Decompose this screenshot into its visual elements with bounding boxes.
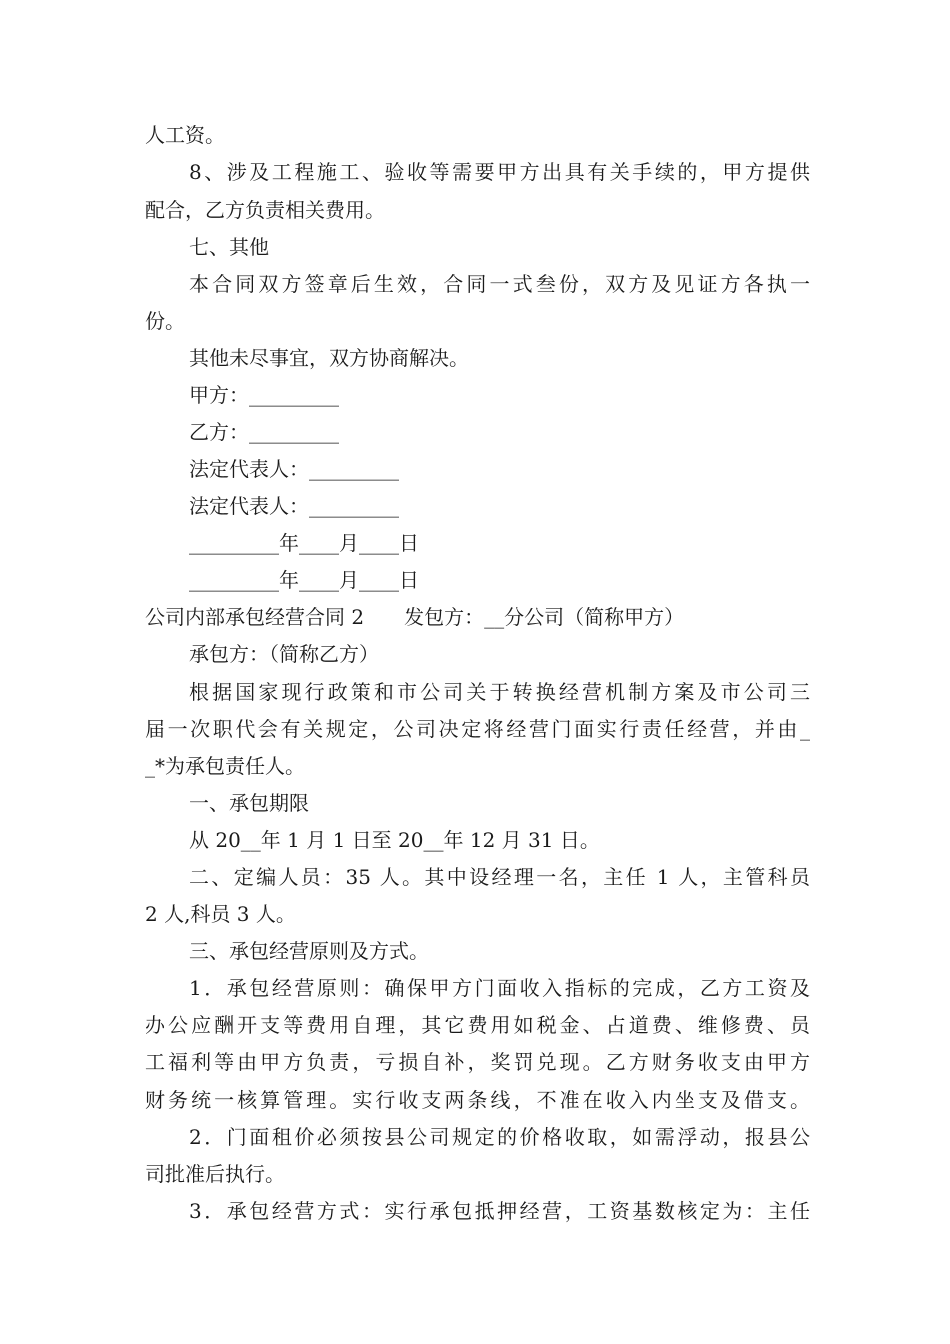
text-line: 二、定编人员：35 人。其中设经理一名，主任 1 人，主管科员: [189, 865, 810, 889]
section-heading: 一、承包期限: [189, 791, 309, 815]
section-heading: 七、其他: [189, 235, 269, 259]
text-line: 司批准后执行。: [145, 1162, 285, 1186]
text-line: 2．门面租价必须按县公司规定的价格收取，如需浮动，报县公: [189, 1125, 810, 1149]
date-line: _________年____月____日: [189, 531, 419, 555]
date-line: _________年____月____日: [189, 568, 419, 592]
text-line: 本合同双方签章后生效，合同一式叁份，双方及见证方各执一: [189, 272, 810, 296]
text-line: 根据国家现行政策和市公司关于转换经营机制方案及市公司三: [189, 680, 810, 704]
signature-line: 法定代表人：_________: [189, 457, 399, 481]
text-line: 1．承包经营原则：确保甲方门面收入指标的完成，乙方工资及: [189, 976, 810, 1000]
text-line: 财务统一核算管理。实行收支两条线，不准在收入内坐支及借支。: [145, 1088, 810, 1112]
contract-title: 公司内部承包经营合同 2 发包方：__分公司（简称甲方）: [145, 605, 685, 629]
text-line: 从 20__年 1 月 1 日至 20__年 12 月 31 日。: [189, 828, 600, 852]
signature-line: 乙方：_________: [189, 420, 339, 444]
signature-line: 甲方：_________: [189, 383, 339, 407]
text-line: 3．承包经营方式：实行承包抵押经营，工资基数核定为：主任: [189, 1199, 810, 1223]
text-line: 人工资。: [145, 123, 225, 147]
text-line: 份。: [145, 309, 185, 333]
text-line: 办公应酬开支等费用自理，其它费用如税金、占道费、维修费、员: [145, 1013, 810, 1037]
text-line: 承包方：（简称乙方）: [189, 642, 379, 666]
text-line: 届一次职代会有关规定，公司决定将经营门面实行责任经营，并由_: [145, 717, 810, 741]
signature-line: 法定代表人：_________: [189, 494, 399, 518]
text-line: 配合，乙方负责相关费用。: [145, 198, 385, 222]
text-line: 2 人,科员 3 人。: [145, 902, 296, 926]
section-heading: 三、承包经营原则及方式。: [189, 939, 429, 963]
text-line: _*为承包责任人。: [145, 754, 305, 778]
text-line: 8、涉及工程施工、验收等需要甲方出具有关手续的，甲方提供: [189, 160, 810, 184]
text-line: 工福利等由甲方负责，亏损自补，奖罚兑现。乙方财务收支由甲方: [145, 1050, 810, 1074]
text-line: 其他未尽事宜，双方协商解决。: [189, 346, 469, 370]
